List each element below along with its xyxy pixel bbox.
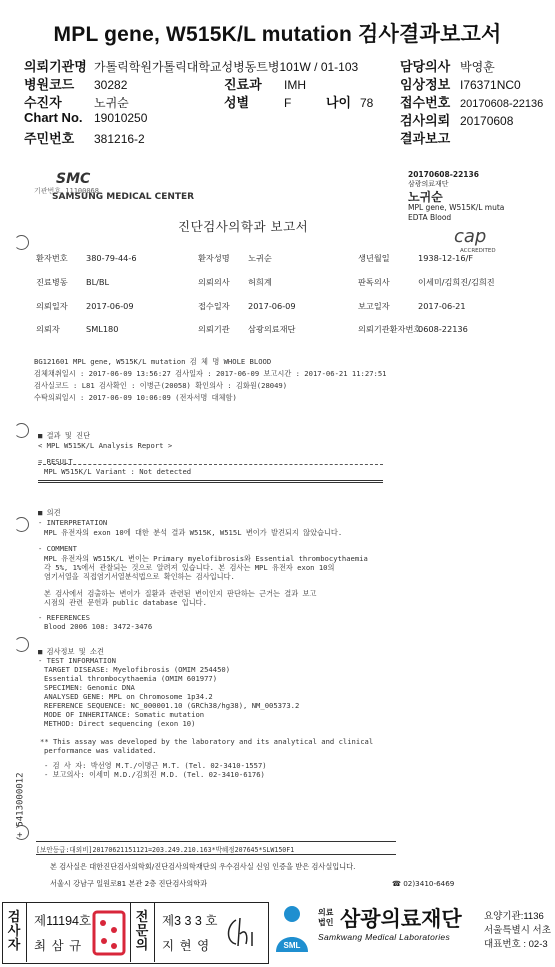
info-label: 환자번호 [36, 253, 68, 263]
info-value: 1938-12-16/F [418, 253, 474, 263]
doctor-name: 지 현 영 [162, 939, 211, 953]
info-value: 2017-06-09 [86, 301, 134, 311]
inspector-name: 최 삼 규 [34, 939, 83, 953]
field-value: F [284, 96, 292, 110]
field-label: Chart No. [24, 110, 83, 125]
header-right [400, 56, 543, 146]
tag-specimen: EDTA Blood [408, 213, 452, 222]
info-value: 2017-06-09 [248, 301, 296, 311]
doctor-license: 제3 3 3 호 [162, 914, 218, 928]
comment-label: - COMMENT [38, 544, 77, 553]
result-line: MPL W515K/L Variant : Not detected [44, 467, 192, 476]
binder-ring [14, 517, 29, 532]
field-label: 접수번호 [400, 95, 451, 110]
divider [38, 482, 383, 483]
binder-ring [14, 637, 29, 652]
field-label: 성별 [224, 95, 250, 110]
signature-footer [0, 900, 555, 967]
field-value: 20170608 [460, 114, 514, 128]
comment-line: 각 5%, 1%에서 관찰되는 것으로 알려져 있습니다. 본 검사는 MPL 유전자 exon 10의 [44, 563, 335, 572]
field-value: 박영훈 [460, 60, 495, 74]
certification-text: 본 검사실은 대한진단검사의학회/진단검사의학재단의 우수검사실 신임 인증을 받은 검사실입니다. [50, 862, 356, 871]
references-label: - REFERENCES [38, 613, 90, 622]
divider [36, 841, 396, 842]
info-label: 환자성명 [198, 253, 230, 263]
scanned-report [15, 165, 555, 895]
meta-line: 검사실코드 : L81 검사확인 : 이병근(20058) 확인의사 : 김화원(28049) [34, 381, 288, 390]
binder-ring [14, 235, 29, 250]
inspector-license: 제11194호 [34, 914, 92, 928]
staff-line: - 검 사 자: 박선영 M.T./이명근 M.T. (Tel. 02-3410-1557) [44, 761, 267, 770]
test-info-line: TARGET DISEASE: Myelofibrosis (OMIM 254450) [44, 665, 231, 674]
test-info-line: ANALYSED GENE: MPL on Chromosome 1p34.2 [44, 692, 213, 701]
smc-name: SAMSUNG MEDICAL CENTER [52, 192, 195, 202]
org-small-label: 법인 [318, 918, 334, 927]
interpretation-text: MPL 유전자의 exon 10에 대한 분석 결과 W515K, W515L 변이가 발견되지 않았습니다. [44, 528, 343, 537]
divider [26, 902, 27, 962]
result-label: = RESULT [38, 457, 73, 466]
org-small-label: 의료 [318, 908, 334, 917]
info-value: 2017-06-21 [418, 301, 466, 311]
info-label: 진료병동 [36, 277, 68, 287]
phone-text: ☎ 02)3410-6469 [392, 879, 455, 888]
org-info-line: 요양기관:1136 [484, 911, 544, 922]
divider [38, 464, 383, 465]
field-value: 78 [360, 96, 374, 110]
header-age [326, 92, 373, 111]
field-value: 가톨릭학원가톨릭대학교성병동트병101W / 01-103 [94, 60, 359, 74]
org-name: 삼광의료재단 [340, 908, 462, 931]
field-value: 노귀순 [94, 96, 129, 110]
tag-org: 삼광의료재단 [408, 180, 449, 188]
institution-number: 기관번호 11100068 [34, 187, 99, 195]
test-info-line: REFERENCE SEQUENCE: NC_000001.10 (GRCh38/hg38), NM_005373.2 [44, 701, 300, 710]
info-label: 의뢰기관환자번호 [358, 324, 422, 334]
field-label: 임상정보 [400, 77, 451, 92]
field-value: 19010250 [94, 111, 148, 125]
test-info-line: MODE OF INHERITANCE: Somatic mutation [44, 710, 205, 719]
comment-line: 시점의 관련 문헌과 public database 입니다. [44, 598, 207, 607]
sml-logo-icon [272, 904, 312, 956]
header-mid [224, 74, 306, 110]
field-label: 담당의사 [400, 59, 451, 74]
info-value: BL/BL [86, 277, 110, 287]
field-value: IMH [284, 78, 306, 92]
doctor-vertical-label: 전 문 의 [135, 909, 149, 952]
reference-text: Blood 2006 108: 3472-3476 [44, 622, 153, 631]
result-subheading: < MPL W515K/L Analysis Report > [38, 441, 173, 450]
info-value: 380-79-44-6 [86, 253, 137, 263]
binder-ring [14, 423, 29, 438]
org-info-line: 서울특별시 서초 [484, 925, 551, 936]
meta-line: BG121601 MPL gene, W515K/L mutation 검 체 명 WHOLE BLOOD [34, 357, 272, 366]
comment-line: MPL 유전자의 W515K/L 변이는 Primary myelofibrosis와 Essential thrombocythaemia [44, 554, 368, 563]
info-label: 생년월일 [358, 253, 390, 263]
result-heading: ■ 결과 및 진단 [38, 431, 91, 440]
divider [154, 902, 155, 962]
svg-text:SML: SML [283, 941, 301, 950]
doctor-signature [222, 912, 262, 954]
field-value: 30282 [94, 78, 128, 92]
info-label: 접수일자 [198, 301, 230, 311]
meta-line: 수탁의뢰일시 : 2017-06-09 10:06:09 (전자서명 대체함) [34, 393, 237, 402]
meta-line: 검체채취일시 : 2017-06-09 13:56:27 검사일자 : 2017-06-09 보고시간 : 2017-06-21 11:27:51 [34, 369, 387, 378]
test-info-heading: ■ 검사정보 및 소견 [38, 647, 104, 656]
field-label: 나이 [326, 95, 352, 110]
info-label: 의뢰일자 [36, 301, 68, 311]
info-label: 보고일자 [358, 301, 390, 311]
side-barcode-number: + 5413000012 [15, 772, 26, 838]
info-value: 삼광의료재단 [248, 324, 296, 334]
info-value: 허희계 [248, 277, 272, 287]
inspector-stamp [92, 910, 126, 956]
field-label: 의뢰기관명 [24, 59, 87, 74]
field-label: 진료과 [224, 77, 262, 92]
field-label: 주민번호 [24, 131, 75, 146]
report-title: MPL gene, W515K/L mutation 검사결과보고서 [53, 23, 502, 46]
staff-line: - 보고의사: 이세미 M.D./김희진 M.D. (Tel. 02-3410-6176) [44, 770, 265, 779]
cap-logo: cap [454, 226, 487, 247]
test-info-line: METHOD: Direct sequencing (exon 10) [44, 719, 196, 728]
security-line: [보안등급:대외비]20170621151121=203.249.210.163*박혜정207645*SLW150F1 [36, 846, 295, 854]
disclaimer-line: performance was validated. [44, 746, 157, 755]
info-label: 판독의사 [358, 277, 390, 287]
field-label: 결과보고 [400, 131, 451, 146]
divider [38, 480, 383, 481]
org-info-line: 대표번호 : 02-3 [484, 939, 548, 950]
opinion-heading: ■ 의견 [38, 508, 61, 517]
tag-test: MPL gene, W515K/L muta [408, 203, 505, 212]
tag-name: 노귀순 [408, 190, 443, 204]
info-value: SML180 [86, 324, 119, 334]
field-label: 병원코드 [24, 77, 75, 92]
header-left [24, 56, 358, 146]
info-value: 이세미/김희진/김희진 [418, 277, 495, 287]
field-label: 검사의뢰 [400, 113, 451, 128]
test-info-line: Essential thrombocythaemia (OMIM 601977) [44, 674, 218, 683]
scan-title: 진단검사의학과 보고서 [178, 219, 309, 234]
test-info-label: - TEST INFORMATION [38, 656, 116, 665]
cap-accredited: ACCREDITED [460, 248, 496, 254]
field-value: 20170608-22136 [460, 98, 544, 110]
interpretation-label: - INTERPRETATION [38, 518, 108, 527]
info-value: 0608-22136 [418, 324, 468, 334]
info-label: 의뢰자 [36, 324, 60, 334]
comment-line: 염기서열을 직접염기서열분석법으로 확인하는 검사입니다. [44, 572, 235, 581]
field-value: I76371NC0 [460, 78, 521, 92]
divider [130, 902, 131, 962]
disclaimer-line: ** This assay was developed by the laboratory and its analytical and clinical [40, 737, 374, 746]
smc-logo: SMC [56, 171, 91, 187]
field-value: 381216-2 [94, 132, 145, 146]
info-value: 노귀순 [248, 253, 272, 263]
divider [36, 854, 396, 855]
org-english-name: Samkwang Medical Laboratories [318, 932, 451, 942]
info-label: 의뢰의사 [198, 277, 230, 287]
field-label: 수진자 [24, 95, 62, 110]
comment-line: 본 검사에서 검출하는 변이가 질환과 관련된 변이인지 판단하는 근거는 결과 보고 [44, 589, 317, 598]
test-info-line: SPECIMEN: Genomic DNA [44, 683, 135, 692]
address-text: 서울시 강남구 일원로81 본관 2층 진단검사의학과 [50, 879, 208, 888]
tag-number: 20170608-22136 [408, 170, 479, 179]
inspector-vertical-label: 검 사 자 [7, 909, 21, 952]
info-label: 의뢰기관 [198, 324, 230, 334]
